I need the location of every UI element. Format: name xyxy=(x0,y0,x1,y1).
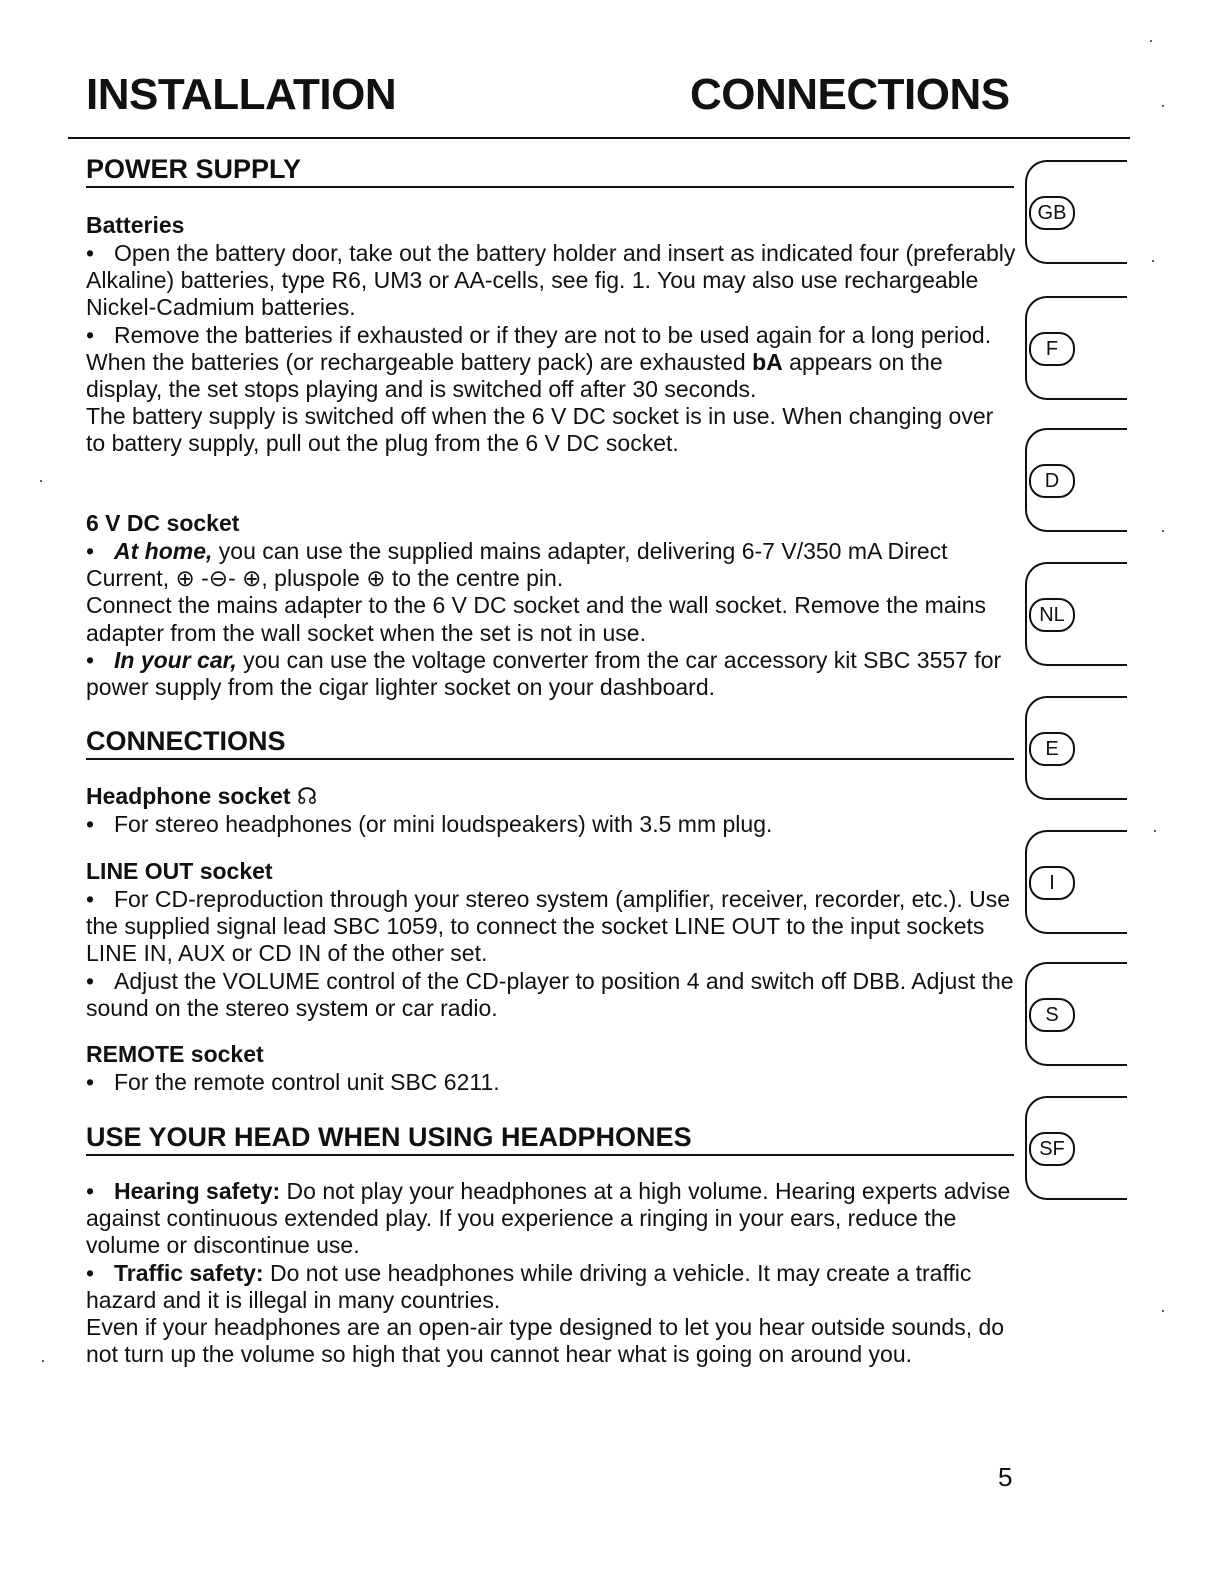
language-tab-d xyxy=(1025,428,1127,532)
dc-socket-text xyxy=(86,538,1016,701)
language-badge: F xyxy=(1029,332,1075,366)
line-out-bullet-2: • Adjust the VOLUME control of the CD-player to position 4 and switch off DBB. Adjust the sound on the stereo system or car radio. xyxy=(86,967,1014,1021)
batteries-exhausted-note: When the batteries (or rechargeable battery pack) are exhausted bA appears on the display, the set stops playing and is switched off after 30 seconds. xyxy=(86,348,943,403)
headphone-text xyxy=(86,811,1016,838)
language-badge: E xyxy=(1029,732,1075,766)
batteries-text xyxy=(86,240,1016,458)
header-divider xyxy=(68,137,1130,139)
traffic-safety-bullet: • Traffic safety: Do not use headphones while driving a vehicle. It may create a traffic hazard and it is illegal in many countries. xyxy=(86,1259,972,1313)
heading-batteries: Batteries xyxy=(86,212,185,238)
dc-bullet-car: • In your car, you can use the voltage converter from the car accessory kit SBC 3557 for power supply from the cigar lighter socket on your dashboard. xyxy=(86,646,1002,701)
language-badge: D xyxy=(1029,464,1075,498)
language-badge: SF xyxy=(1029,1132,1075,1166)
page-number: 5 xyxy=(998,1462,1013,1492)
heading-headphone-socket: Headphone socket ☊ xyxy=(86,783,318,809)
headphone-bullet: • For stereo headphones (or mini loudspeakers) with 3.5 mm plug. xyxy=(86,811,773,837)
hearing-safety-bullet: • Hearing safety: Do not play your headphones at a high volume. Hearing experts advise against continuous extended play. If you experience a ringing in your ears, reduce the volume or discontinue use. xyxy=(86,1178,1011,1259)
line-out-bullet-1: • For CD-reproduction through your stereo system (amplifier, receiver, recorder, etc.). Use the supplied signal lead SBC 1059, to connect the socket LINE OUT to the input sockets LINE IN, AUX or CD IN of the other set. xyxy=(86,886,1011,967)
heading-6v-dc-socket: 6 V DC socket xyxy=(86,510,240,536)
dc-bullet-home: • At home, you can use the supplied mains adapter, delivering 6-7 V/350 mA Direct Current, ⊕ -⊖- ⊕, pluspole ⊕ to the centre pin. xyxy=(86,538,948,592)
language-tab-s xyxy=(1025,962,1127,1066)
section-title-power-supply: POWER SUPPLY xyxy=(86,152,1014,188)
section-title-use-your-head: USE YOUR HEAD WHEN USING HEADPHONES xyxy=(86,1120,1014,1156)
scan-speckle: · xyxy=(40,1350,46,1370)
scan-speckle: · xyxy=(1148,30,1154,50)
language-tab-e xyxy=(1025,696,1127,800)
language-tab-nl xyxy=(1025,562,1127,666)
line-out-text xyxy=(86,886,1016,1022)
page-title-installation: INSTALLATION xyxy=(86,70,397,119)
language-badge: S xyxy=(1029,998,1075,1032)
batteries-switch-note: The battery supply is switched off when the 6 V DC socket is in use. When changing over to battery supply, pull out the plug from the 6 V DC socket. xyxy=(86,403,994,457)
language-badge: GB xyxy=(1029,196,1075,230)
language-tab-f xyxy=(1025,296,1127,400)
batteries-bullet-2: • Remove the batteries if exhausted or if they are not to be used again for a long period. xyxy=(86,321,992,348)
language-badge: NL xyxy=(1029,598,1075,632)
scan-speckle: · xyxy=(1150,250,1156,270)
scan-speckle: · xyxy=(1160,1300,1166,1320)
language-tab-i xyxy=(1025,830,1127,934)
scan-speckle: · xyxy=(1160,520,1166,540)
language-badge: I xyxy=(1029,866,1075,900)
heading-remote-socket: REMOTE socket xyxy=(86,1041,264,1067)
heading-line-out-socket: LINE OUT socket xyxy=(86,858,273,884)
batteries-bullet-1: • Open the battery door, take out the battery holder and insert as indicated four (preferably Alkaline) batteries, type R6, UM3 or AA-cells, see fig. 1. You may also use rechargeable Nickel-Cadmium batteries. xyxy=(86,240,1016,321)
dc-adapter-note: Connect the mains adapter to the 6 V DC socket and the wall socket. Remove the mains adapter from the wall socket when the set is not in use. xyxy=(86,592,987,646)
remote-text xyxy=(86,1069,1016,1096)
scan-speckle: · xyxy=(1152,820,1158,840)
page-title-connections: CONNECTIONS xyxy=(690,70,1010,119)
scan-speckle: · xyxy=(38,470,44,490)
headphones-safety-text xyxy=(86,1178,1016,1368)
language-tab-gb xyxy=(1025,160,1127,264)
scan-speckle: · xyxy=(1160,95,1166,115)
language-tab-sf xyxy=(1025,1096,1127,1200)
open-air-note: Even if your headphones are an open-air type designed to let you hear outside sounds, do not turn up the volume so high that you cannot hear what is going on around you. xyxy=(86,1314,1005,1368)
section-title-connections: CONNECTIONS xyxy=(86,724,1014,760)
remote-bullet: • For the remote control unit SBC 6211. xyxy=(86,1069,500,1095)
